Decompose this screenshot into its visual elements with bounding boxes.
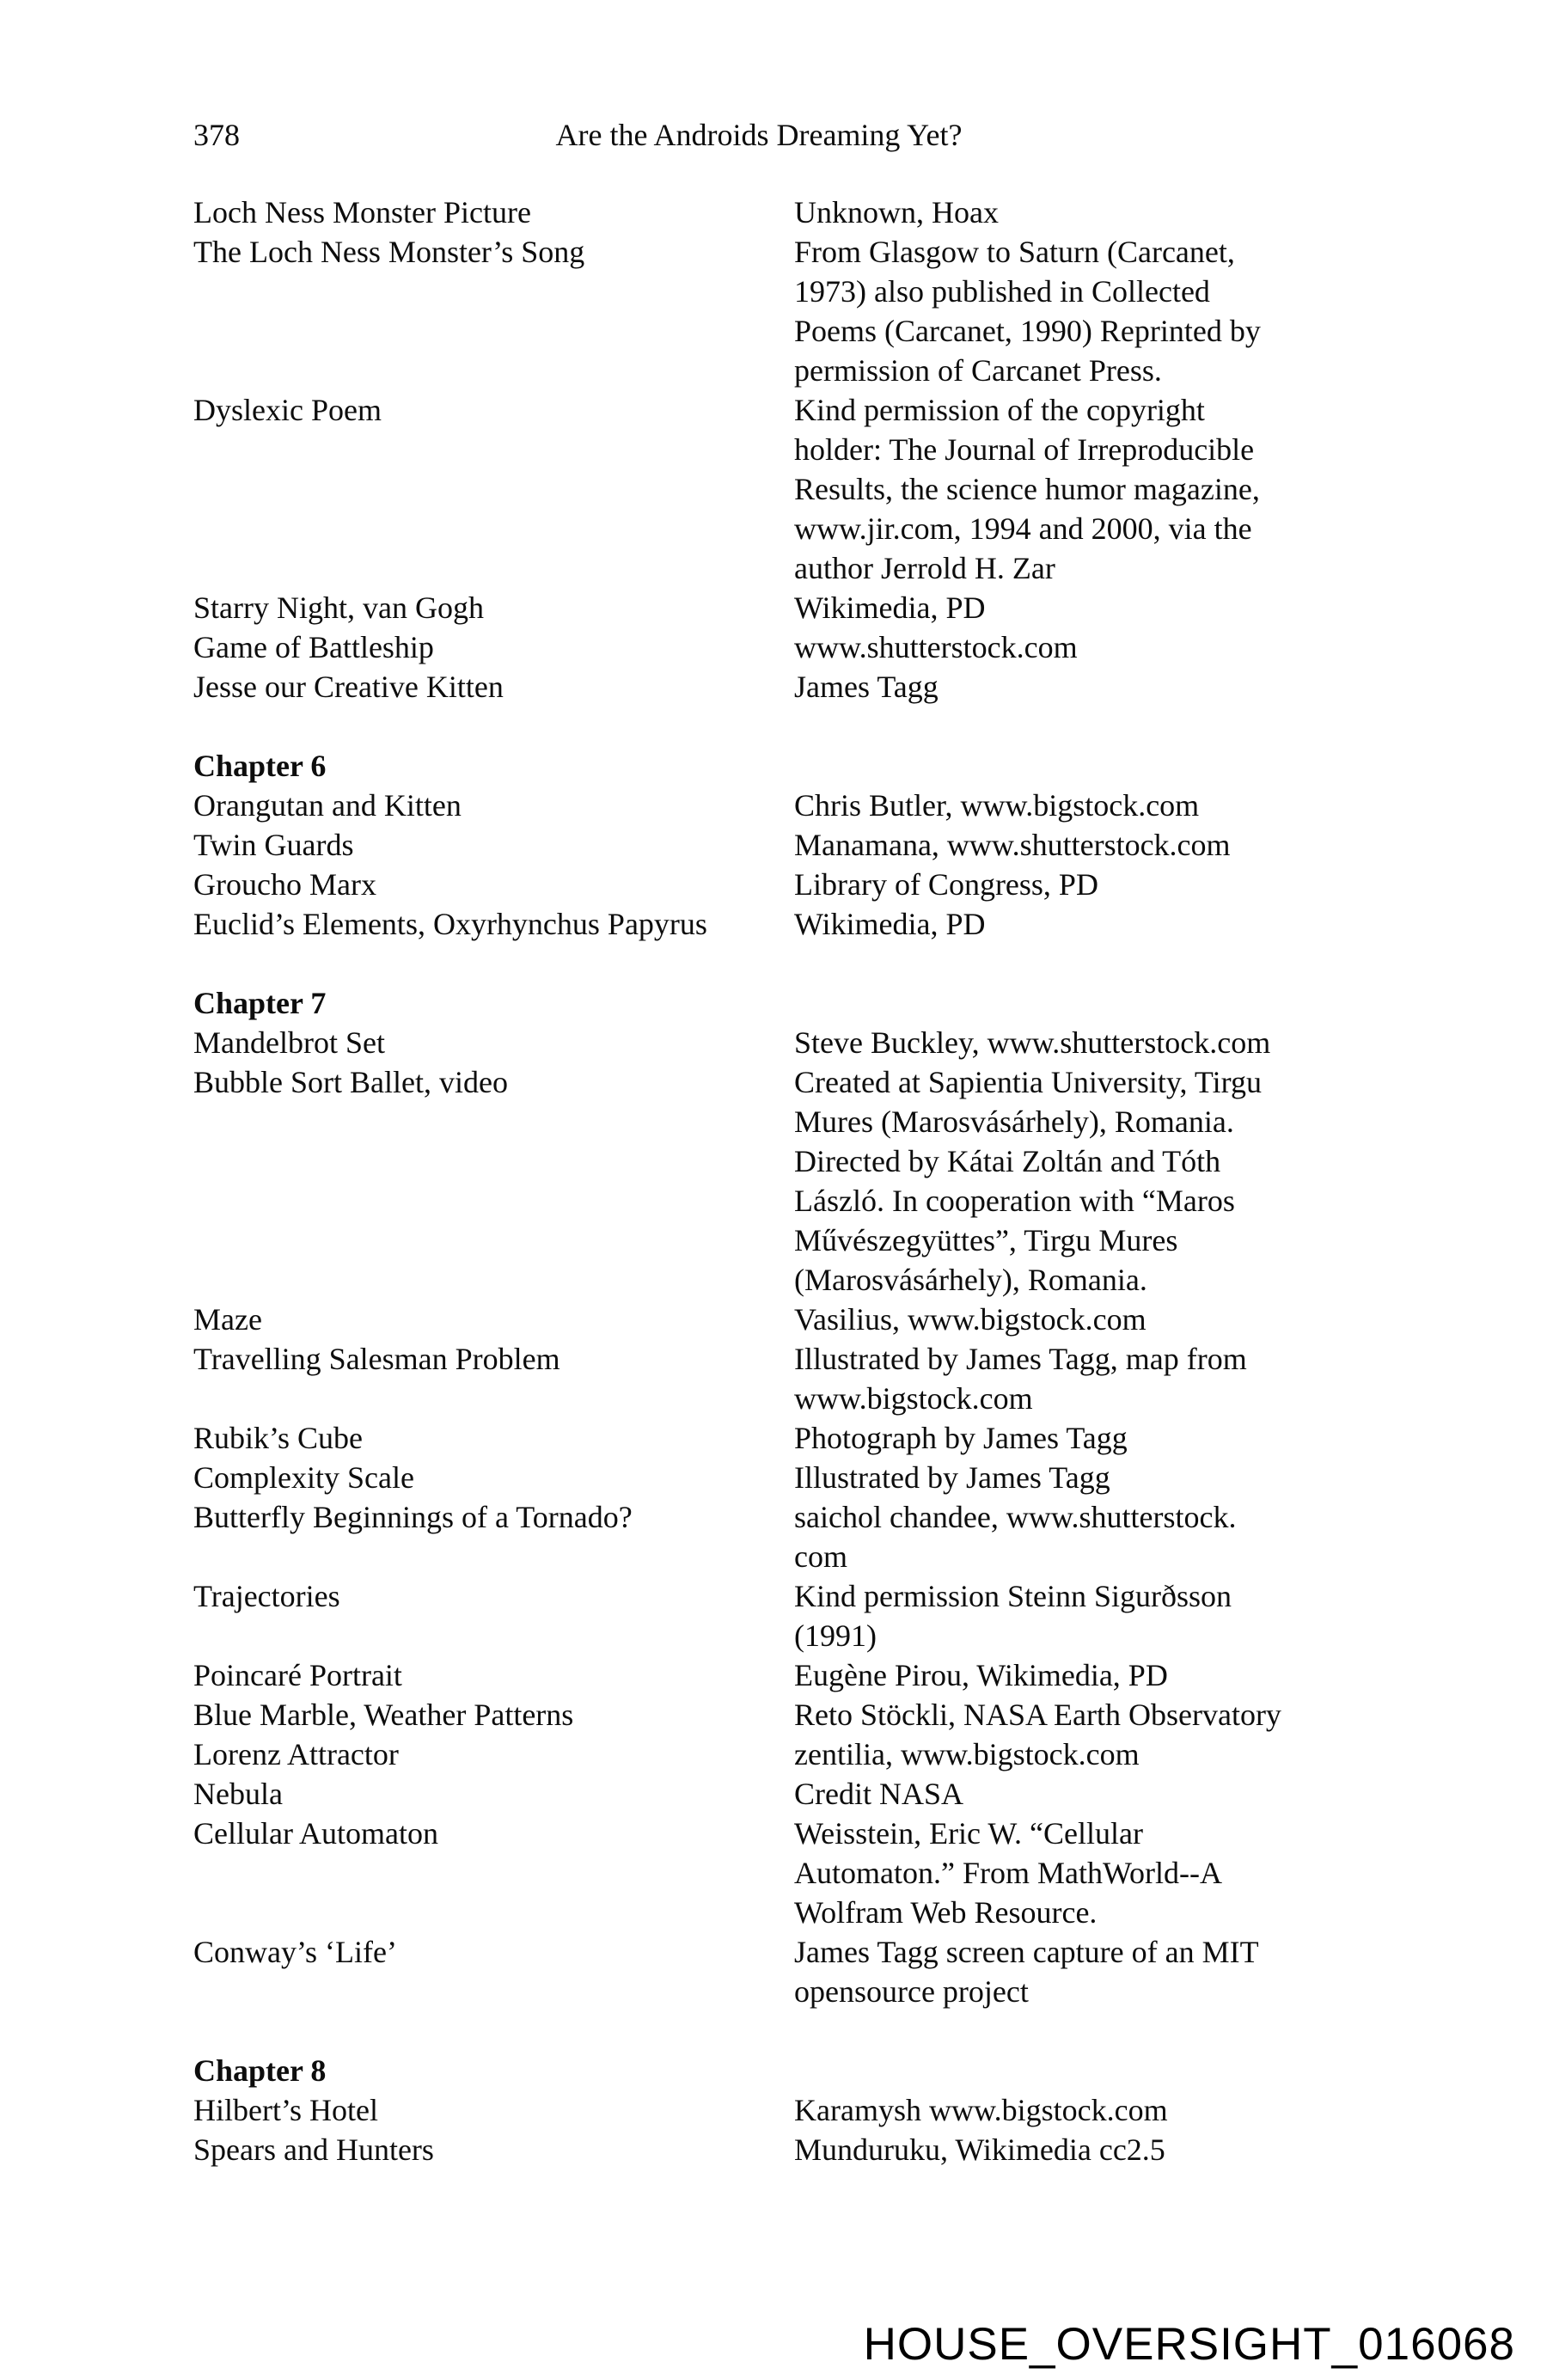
credit-text: Chris Butler, www.bigstock.com	[794, 788, 1200, 823]
item-title: Euclid’s Elements, Oxyrhynchus Papyrus	[193, 907, 707, 941]
blank-row	[193, 945, 1513, 984]
credit-row	[193, 391, 1513, 431]
page-number: 378	[193, 118, 240, 152]
credit-row	[193, 668, 1513, 707]
credit-text: www.bigstock.com	[794, 1381, 1033, 1416]
credit-row	[193, 1498, 1513, 1538]
chapter-heading-row	[193, 2052, 1513, 2091]
credit-row	[193, 1814, 1513, 1854]
credit-text: Művészegyüttes”, Tirgu Mures	[794, 1223, 1178, 1257]
credit-row	[193, 1538, 1513, 1577]
item-title: Conway’s ‘Life’	[193, 1935, 397, 1969]
credit-text: Illustrated by James Tagg	[794, 1460, 1110, 1495]
credit-row	[193, 1894, 1513, 1933]
credit-text: Manamana, www.shutterstock.com	[794, 828, 1231, 862]
page-header	[193, 115, 1324, 155]
item-title: Lorenz Attractor	[193, 1737, 399, 1771]
credit-row	[193, 233, 1513, 272]
credit-row	[193, 1380, 1513, 1419]
item-title: Poincaré Portrait	[193, 1658, 402, 1692]
credit-text: Created at Sapientia University, Tirgu	[794, 1065, 1262, 1099]
item-title: Nebula	[193, 1777, 283, 1811]
credit-text: (Marosvásárhely), Romania.	[794, 1263, 1147, 1297]
credit-row	[193, 1340, 1513, 1380]
credit-row	[193, 866, 1513, 905]
item-title: Hilbert’s Hotel	[193, 2093, 378, 2127]
item-title: Butterfly Beginnings of a Tornado?	[193, 1500, 633, 1534]
item-title: Starry Night, van Gogh	[193, 590, 484, 625]
item-title: Mandelbrot Set	[193, 1025, 385, 1060]
item-title: The Loch Ness Monster’s Song	[193, 235, 585, 269]
blank-row	[193, 707, 1513, 747]
credit-text: Unknown, Hoax	[794, 195, 999, 229]
credit-text: Wikimedia, PD	[794, 907, 986, 941]
credit-row	[193, 470, 1513, 510]
credit-row	[193, 510, 1513, 549]
credit-text: Wolfram Web Resource.	[794, 1895, 1098, 1930]
credit-text: Automaton.” From MathWorld--A	[794, 1856, 1223, 1890]
item-title: Twin Guards	[193, 828, 354, 862]
credit-text: www.shutterstock.com	[794, 630, 1078, 664]
credit-row	[193, 1656, 1513, 1696]
credit-text: 1973) also published in Collected	[794, 274, 1210, 309]
credit-text: Munduruku, Wikimedia cc2.5	[794, 2132, 1165, 2167]
credit-text: Results, the science humor magazine,	[794, 472, 1260, 506]
credit-row	[193, 786, 1513, 826]
credit-row	[193, 1696, 1513, 1735]
item-title: Cellular Automaton	[193, 1816, 438, 1851]
running-title: Are the Androids Dreaming Yet?	[555, 118, 963, 152]
credit-row	[193, 1933, 1513, 1973]
credit-row	[193, 1617, 1513, 1656]
credit-row	[193, 1735, 1513, 1775]
item-title: Trajectories	[193, 1579, 340, 1613]
chapter-heading: Chapter 7	[193, 986, 327, 1020]
credit-text: saichol chandee, www.shutterstock.	[794, 1500, 1237, 1534]
credit-text: zentilia, www.bigstock.com	[794, 1737, 1140, 1771]
credit-row	[193, 272, 1513, 312]
chapter-heading-row	[193, 984, 1513, 1024]
credit-row	[193, 1459, 1513, 1498]
credit-row	[193, 826, 1513, 866]
item-title: Jesse our Creative Kitten	[193, 670, 504, 704]
credit-text: opensource project	[794, 1974, 1029, 2009]
item-title: Blue Marble, Weather Patterns	[193, 1698, 574, 1732]
item-title: Maze	[193, 1302, 262, 1337]
credit-text: Kind permission Steinn Sigurðsson	[794, 1579, 1232, 1613]
credit-text: Mures (Marosvásárhely), Romania.	[794, 1104, 1234, 1139]
item-title: Loch Ness Monster Picture	[193, 195, 531, 229]
credit-row	[193, 1103, 1513, 1142]
credit-row	[193, 1182, 1513, 1221]
credit-text: James Tagg	[794, 670, 939, 704]
credit-row	[193, 2091, 1513, 2131]
credit-row	[193, 1221, 1513, 1261]
item-title: Rubik’s Cube	[193, 1421, 364, 1455]
item-title: Orangutan and Kitten	[193, 788, 462, 823]
credit-row	[193, 589, 1513, 628]
credit-text: James Tagg screen capture of an MIT	[794, 1935, 1259, 1969]
credit-row	[193, 1973, 1513, 2012]
credit-text: Kind permission of the copyright	[794, 393, 1205, 427]
credit-row	[193, 1024, 1513, 1063]
credit-row	[193, 1419, 1513, 1459]
credits-list	[193, 193, 1513, 2170]
item-title: Groucho Marx	[193, 867, 376, 902]
credit-row	[193, 1854, 1513, 1894]
chapter-heading: Chapter 8	[193, 2053, 327, 2088]
credit-text: Karamysh www.bigstock.com	[794, 2093, 1168, 2127]
item-title: Bubble Sort Ballet, video	[193, 1065, 508, 1099]
credit-row	[193, 1261, 1513, 1300]
credit-text: Credit NASA	[794, 1777, 963, 1811]
credit-text: Vasilius, www.bigstock.com	[794, 1302, 1146, 1337]
chapter-heading-row	[193, 747, 1513, 786]
item-title: Travelling Salesman Problem	[193, 1342, 560, 1376]
credit-text: www.jir.com, 1994 and 2000, via the	[794, 511, 1252, 546]
credit-row	[193, 1142, 1513, 1182]
item-title: Spears and Hunters	[193, 2132, 434, 2167]
credit-text: Poems (Carcanet, 1990) Reprinted by	[794, 314, 1261, 348]
credit-text: Illustrated by James Tagg, map from	[794, 1342, 1247, 1376]
credit-text: Wikimedia, PD	[794, 590, 986, 625]
credit-text: Weisstein, Eric W. “Cellular	[794, 1816, 1144, 1851]
credit-text: author Jerrold H. Zar	[794, 551, 1055, 585]
credit-text: Eugène Pirou, Wikimedia, PD	[794, 1658, 1168, 1692]
item-title: Complexity Scale	[193, 1460, 414, 1495]
credit-row	[193, 193, 1513, 233]
credit-row	[193, 905, 1513, 945]
credit-row	[193, 1577, 1513, 1617]
credit-row	[193, 1063, 1513, 1103]
credit-text: Directed by Kátai Zoltán and Tóth	[794, 1144, 1221, 1178]
blank-row	[193, 2012, 1513, 2052]
credit-row	[193, 352, 1513, 391]
credit-text: Reto Stöckli, NASA Earth Observatory	[794, 1698, 1281, 1732]
credit-text: Steve Buckley, www.shutterstock.com	[794, 1025, 1271, 1060]
credit-text: From Glasgow to Saturn (Carcanet,	[794, 235, 1235, 269]
credit-text: László. In cooperation with “Maros	[794, 1184, 1235, 1218]
credit-row	[193, 2131, 1513, 2170]
credit-text: permission of Carcanet Press.	[794, 353, 1162, 388]
credit-text: Library of Congress, PD	[794, 867, 1098, 902]
item-title: Dyslexic Poem	[193, 393, 382, 427]
credit-row	[193, 431, 1513, 470]
credit-text: Photograph by James Tagg	[794, 1421, 1128, 1455]
credit-text: holder: The Journal of Irreproducible	[794, 432, 1255, 467]
credit-row	[193, 549, 1513, 589]
item-title: Game of Battleship	[193, 630, 434, 664]
watermark-text: HOUSE_OVERSIGHT_016068	[863, 2319, 1515, 2370]
credit-row	[193, 628, 1513, 668]
chapter-heading: Chapter 6	[193, 749, 327, 783]
credit-row	[193, 1300, 1513, 1340]
credit-text: com	[794, 1539, 847, 1574]
credit-text: (1991)	[794, 1618, 877, 1653]
credit-row	[193, 1775, 1513, 1814]
credit-row	[193, 312, 1513, 352]
